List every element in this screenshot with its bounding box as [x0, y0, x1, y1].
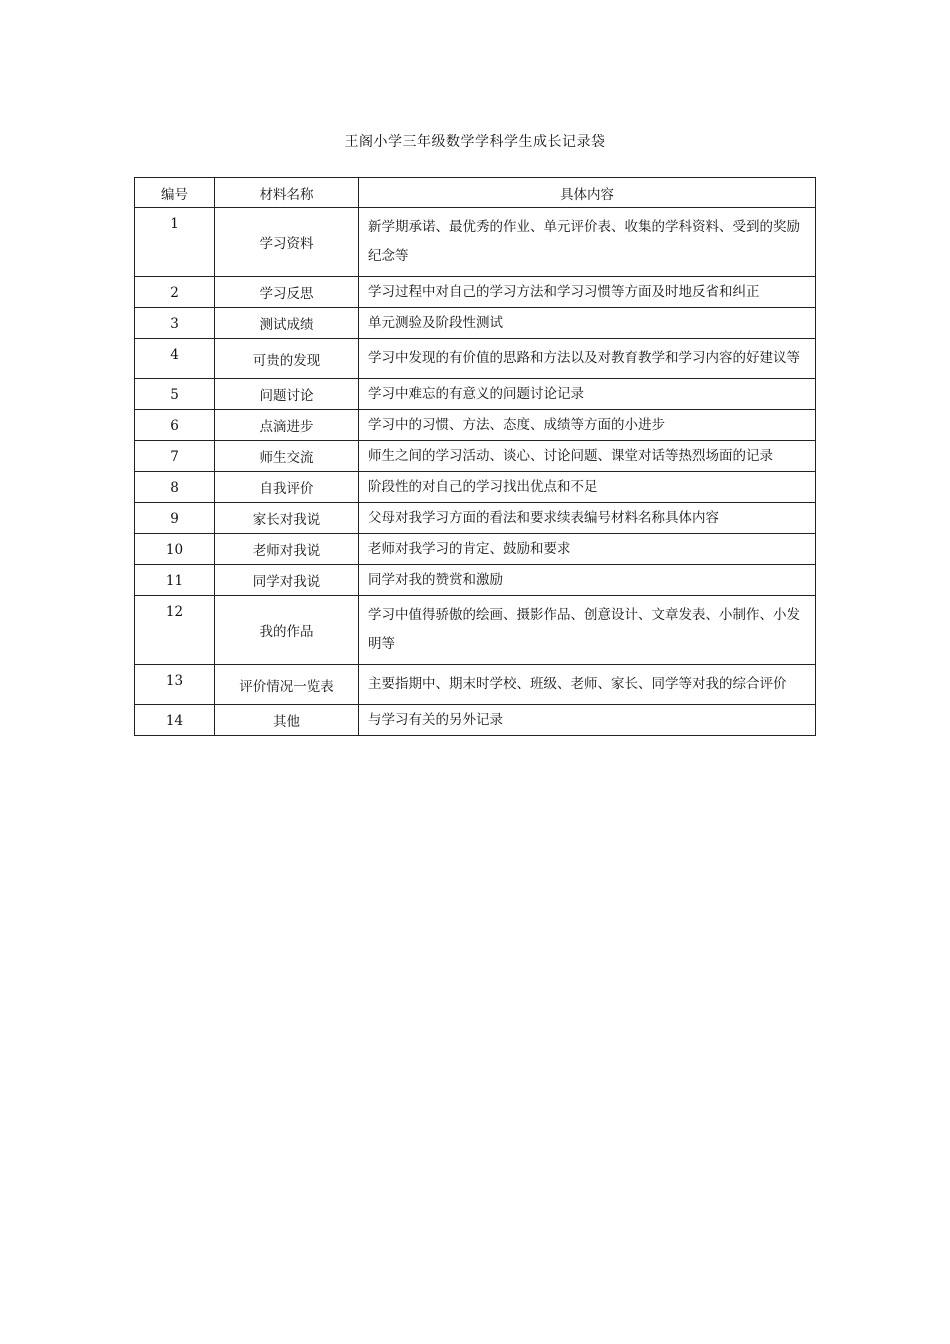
- table-row: [135, 277, 816, 308]
- row-material-name: 点滴进步: [215, 410, 359, 441]
- row-number: 8: [135, 472, 215, 503]
- row-number: 12: [135, 596, 215, 665]
- row-material-name: 我的作品: [215, 596, 359, 665]
- row-content: 学习中难忘的有意义的问题讨论记录: [359, 379, 816, 410]
- table-row: [135, 308, 816, 339]
- row-number: 9: [135, 503, 215, 534]
- table-row: [135, 339, 816, 379]
- row-material-name: 老师对我说: [215, 534, 359, 565]
- table-row: [135, 534, 816, 565]
- row-number: 1: [135, 208, 215, 277]
- row-content: 师生之间的学习活动、谈心、讨论问题、课堂对话等热烈场面的记录: [359, 441, 816, 472]
- table-row: [135, 503, 816, 534]
- row-content: 学习中值得骄傲的绘画、摄影作品、创意设计、文章发表、小制作、小发明等: [359, 596, 816, 665]
- table-row: [135, 472, 816, 503]
- row-content: 学习过程中对自己的学习方法和学习习惯等方面及时地反省和纠正: [359, 277, 816, 308]
- row-number: 13: [135, 665, 215, 705]
- row-number: 7: [135, 441, 215, 472]
- growth-record-table: [134, 177, 816, 736]
- header-material-name: 材料名称: [215, 178, 359, 208]
- row-content: 学习中发现的有价值的思路和方法以及对教育教学和学习内容的好建议等: [359, 339, 816, 379]
- row-content: 单元测验及阶段性测试: [359, 308, 816, 339]
- row-material-name: 问题讨论: [215, 379, 359, 410]
- row-material-name: 自我评价: [215, 472, 359, 503]
- header-content: 具体内容: [359, 178, 816, 208]
- row-content: 老师对我学习的肯定、鼓励和要求: [359, 534, 816, 565]
- table-row: [135, 208, 816, 277]
- row-number: 10: [135, 534, 215, 565]
- row-content: 阶段性的对自己的学习找出优点和不足: [359, 472, 816, 503]
- table-row: [135, 410, 816, 441]
- row-number: 11: [135, 565, 215, 596]
- row-material-name: 其他: [215, 705, 359, 736]
- row-number: 2: [135, 277, 215, 308]
- row-number: 14: [135, 705, 215, 736]
- header-number: 编号: [135, 178, 215, 208]
- table-row: [135, 596, 816, 665]
- row-content: 主要指期中、期末时学校、班级、老师、家长、同学等对我的综合评价: [359, 665, 816, 705]
- row-number: 6: [135, 410, 215, 441]
- document-title: 王阁小学三年级数学学科学生成长记录袋: [344, 134, 606, 150]
- row-number: 4: [135, 339, 215, 379]
- table-row: [135, 705, 816, 736]
- row-material-name: 家长对我说: [215, 503, 359, 534]
- row-material-name: 可贵的发现: [215, 339, 359, 379]
- row-number: 5: [135, 379, 215, 410]
- table-header-row: [135, 178, 816, 208]
- row-material-name: 测试成绩: [215, 308, 359, 339]
- row-material-name: 同学对我说: [215, 565, 359, 596]
- row-content: 父母对我学习方面的看法和要求续表编号材料名称具体内容: [359, 503, 816, 534]
- row-material-name: 评价情况一览表: [215, 665, 359, 705]
- row-material-name: 学习资料: [215, 208, 359, 277]
- table-row: [135, 379, 816, 410]
- table-row: [135, 565, 816, 596]
- table-row: [135, 441, 816, 472]
- row-material-name: 师生交流: [215, 441, 359, 472]
- table-row: [135, 665, 816, 705]
- row-number: 3: [135, 308, 215, 339]
- row-content: 与学习有关的另外记录: [359, 705, 816, 736]
- row-content: 同学对我的赞赏和激励: [359, 565, 816, 596]
- row-material-name: 学习反思: [215, 277, 359, 308]
- row-content: 新学期承诺、最优秀的作业、单元评价表、收集的学科资料、受到的奖励纪念等: [359, 208, 816, 277]
- row-content: 学习中的习惯、方法、态度、成绩等方面的小进步: [359, 410, 816, 441]
